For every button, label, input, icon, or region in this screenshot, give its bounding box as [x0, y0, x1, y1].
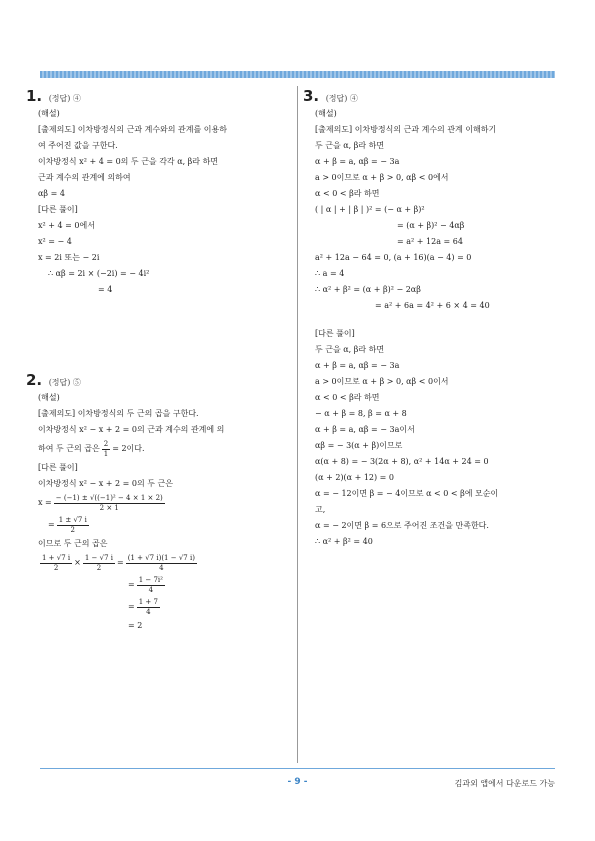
solution-line: = a² + 12a = 64 [397, 237, 463, 246]
solution-line: 여 주어진 값을 구한다. [38, 141, 118, 150]
fraction: $\frac{(1 + √7 i)(1 - √7 i)}{4}$ [127, 553, 195, 572]
solution-line: ∴ a = 4 [315, 269, 345, 278]
question-2 [26, 370, 288, 634]
solution-line: 근과 계수의 관계에 의하여 [38, 173, 131, 182]
solution-line: 고, [315, 505, 326, 514]
solution-line: = $\frac{1 \pm √7 i}{2}$ [48, 515, 87, 534]
solution-line: 두 근을 α, β라 하면 [315, 345, 385, 354]
solution-line: x² = − 4 [38, 237, 72, 246]
alt-solution-label: [다른 풀이] [315, 329, 355, 338]
solution-line: α = − 2이면 β = 6으로 주어진 조건을 만족한다. [315, 521, 489, 530]
solution-line: [출제의도] 이차방정식의 근과 계수와의 관계를 이용하 [38, 125, 227, 134]
solution-line: 이차방정식 x² − x + 2 = 0의 두 근은 [38, 479, 173, 488]
column-divider [297, 86, 298, 763]
question-number: 2. [26, 371, 43, 389]
solution-line: α = − 12이면 β = − 4이므로 α < 0 < β에 모순이 [315, 489, 499, 498]
question-3-header [303, 86, 565, 106]
solution-line: α(α + 8) = − 3(2α + 8), α² + 14α + 24 = 0 [315, 457, 489, 466]
fraction: $\frac{2}{1}$ [103, 439, 109, 458]
solution-line: 이차방정식 x² + 4 = 0의 두 근을 각각 α, β라 하면 [38, 157, 219, 166]
fraction: $\frac{1 - √7 i}{2}$ [84, 553, 114, 572]
solution-line: a > 0이므로 α + β > 0, αβ < 0이서 [315, 377, 449, 386]
solution-line: = $\frac{\text{1 − 7i²}}{4}$ [128, 575, 163, 594]
fraction: $\frac{1 \pm √7 i}{2}$ [58, 515, 87, 534]
explain-label: (해설) [315, 109, 337, 118]
solution-line: ∴ α² + β² = 40 [315, 537, 373, 546]
solution-line: α + β = a, αβ = − 3a [315, 361, 400, 370]
solution-line: 이차방정식 x² − x + 2 = 0의 근과 계수의 관계에 의 [38, 425, 225, 434]
solution-line: α < 0 < β라 하면 [315, 189, 380, 198]
solution-line: = a² + 6a = 4² + 6 × 4 = 40 [375, 301, 490, 310]
solution-line: = 4 [98, 285, 113, 294]
solution-line: αβ = 4 [38, 189, 65, 198]
question-3 [303, 86, 565, 550]
footer-credit: 김과외 앱에서 다운로드 가능 [454, 779, 555, 788]
question-1 [26, 86, 288, 298]
solution-line: α + β = a, αβ = − 3a [315, 157, 400, 166]
solution-line: (α + 2)(α + 12) = 0 [315, 473, 395, 482]
footer-divider [40, 768, 555, 769]
solution-line: 하여 두 근의 곱은 $\frac{2}{1}$ = 2이다. [38, 439, 145, 458]
solution-line: [출제의도] 이차방정식의 근과 계수의 관계 이해하기 [315, 125, 497, 134]
solution [303, 106, 565, 550]
question-1-header [26, 86, 288, 106]
solution-line: x² + 4 = 0에서 [38, 221, 95, 230]
solution-line: 이므로 두 근의 곱은 [38, 539, 108, 548]
solution-line: [출제의도] 이차방정식의 두 근의 곱을 구한다. [38, 409, 199, 418]
answer-label: (정답) ⑤ [48, 378, 81, 387]
solution-line: = (α + β)² − 4αβ [397, 221, 465, 230]
header-stripe [40, 71, 555, 78]
explain-label: (해설) [38, 109, 60, 118]
solution-line: ( | α | + | β | )² = (− α + β)² [315, 205, 425, 214]
solution-line: x = 2i 또는 − 2i [38, 253, 100, 262]
spacer [315, 314, 565, 326]
solution-line: a > 0이므로 α + β > 0, αβ < 0에서 [315, 173, 449, 182]
solution-line: α + β = a, αβ = − 3a이서 [315, 425, 415, 434]
question-number: 3. [303, 87, 320, 105]
alt-solution-label: [다른 풀이] [38, 463, 78, 472]
solution-line: a² + 12a − 64 = 0, (a + 16)(a − 4) = 0 [315, 253, 472, 262]
alt-solution-label: [다른 풀이] [38, 205, 78, 214]
explain-label: (해설) [38, 393, 60, 402]
answer-label: (정답) ④ [48, 94, 81, 103]
solution [26, 106, 288, 298]
solution-line: − α + β = 8, β = α + 8 [315, 409, 407, 418]
fraction: $\frac{\text{1 − 7i²}}{4}$ [138, 575, 163, 594]
solution-line: αβ = − 3(α + β)이므로 [315, 441, 403, 450]
fraction: $\frac{1 + √7 i}{2}$ [42, 553, 71, 572]
answer-label: (정답) ④ [325, 94, 358, 103]
question-2-header [26, 370, 288, 390]
fraction: $\frac{1 + 7}{4}$ [138, 597, 158, 616]
solution-line: 두 근을 α, β라 하면 [315, 141, 385, 150]
solution-line: x = $\frac{\text{− (−1) ± √((−1)² − 4 × 1 × 2)}}{2 \times 1}$ [38, 493, 163, 512]
solution-line: α < 0 < β라 하면 [315, 393, 380, 402]
question-number: 1. [26, 87, 43, 105]
solution [26, 390, 288, 634]
solution-line: $\frac{1 + √7 i}{2}$ × $\frac{1 - √7 i}{2}$ = $\frac{(1 + √7 i)(1 - √7 i)}{4}$ [42, 553, 195, 572]
solution-line: = $\frac{1 + 7}{4}$ [128, 597, 158, 616]
solution-line: ∴ α² + β² = (α + β)² − 2αβ [315, 285, 421, 294]
page-number: - 9 - [287, 777, 308, 787]
solution-line: ∴ αβ = 2i × (−2i) = − 4i² [48, 269, 150, 278]
solution-line: = 2 [128, 621, 143, 630]
fraction: $\frac{\text{− (−1) ± √((−1)² − 4 × 1 × 2)}}{2 \times 1}$ [55, 493, 163, 512]
